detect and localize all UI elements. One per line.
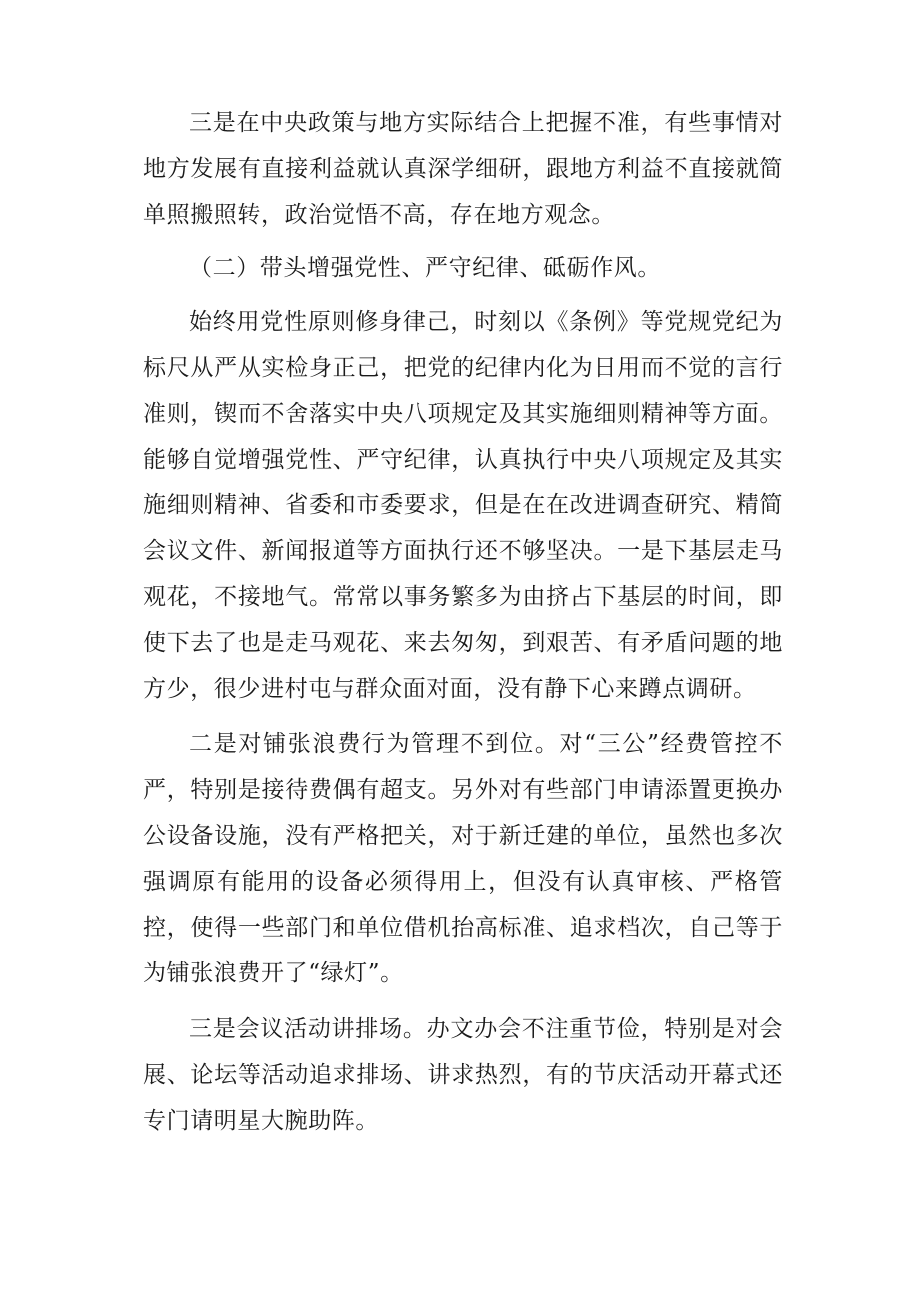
spacer: [143, 238, 783, 246]
spacer: [143, 292, 783, 300]
paragraph-local-policy: 三是在中央政策与地方实际结合上把握不准，有些事情对地方发展有直接利益就认真深学细研，跟地方利益不直接就简单照搬照转，政治觉悟不高，存在地方观念。: [143, 110, 783, 228]
section-heading: （二）带头增强党性、严守纪律、砥砺作风。: [189, 255, 661, 282]
document-body: [143, 101, 783, 1145]
paragraph-party-discipline: 始终用党性原则修身律己，时刻以《条例》等党规党纪为标尺从严从实检身正己，把党的纪律内化为日用而不觉的言行准则，锲而不舍落实中央八项规定及其实施细则精神等方面。能够自觉增强党性、严守纪律，认真执行中央八项规定及其实施细则精神、省委和市委要求，但是在在改进调查研究、精简会议文件、新闻报道等方面执行还不够坚决。一是下基层走马观花，不接地气。常常以事务繁多为由挤占下基层的时间，即使下去了也是走马观花、来去匆匆，到艰苦、有矛盾问题的地方少，很少进村屯与群众面对面，没有静下心来蹲点调研。: [143, 309, 783, 702]
paragraph-extravagance: 二是对铺张浪费行为管理不到位。对“三公”经费管控不严，特别是接待费偶有超支。另外对有些部门申请添置更换办公设备设施，没有严格把关，对于新迁建的单位，虽然也多次强调原有能用的设备必须得用上，但没有认真审核、严格管控，使得一些部门和单位借机抬高标准、追求档次，自己等于为铺张浪费开了“绿灯”。: [143, 731, 783, 987]
spacer: [143, 712, 783, 722]
spacer: [143, 997, 783, 1007]
paragraph-meetings: 三是会议活动讲排场。办文办会不注重节俭，特别是对会展、论坛等活动追求排场、讲求热烈，有的节庆活动开幕式还专门请明星大腕助阵。: [143, 1016, 783, 1134]
